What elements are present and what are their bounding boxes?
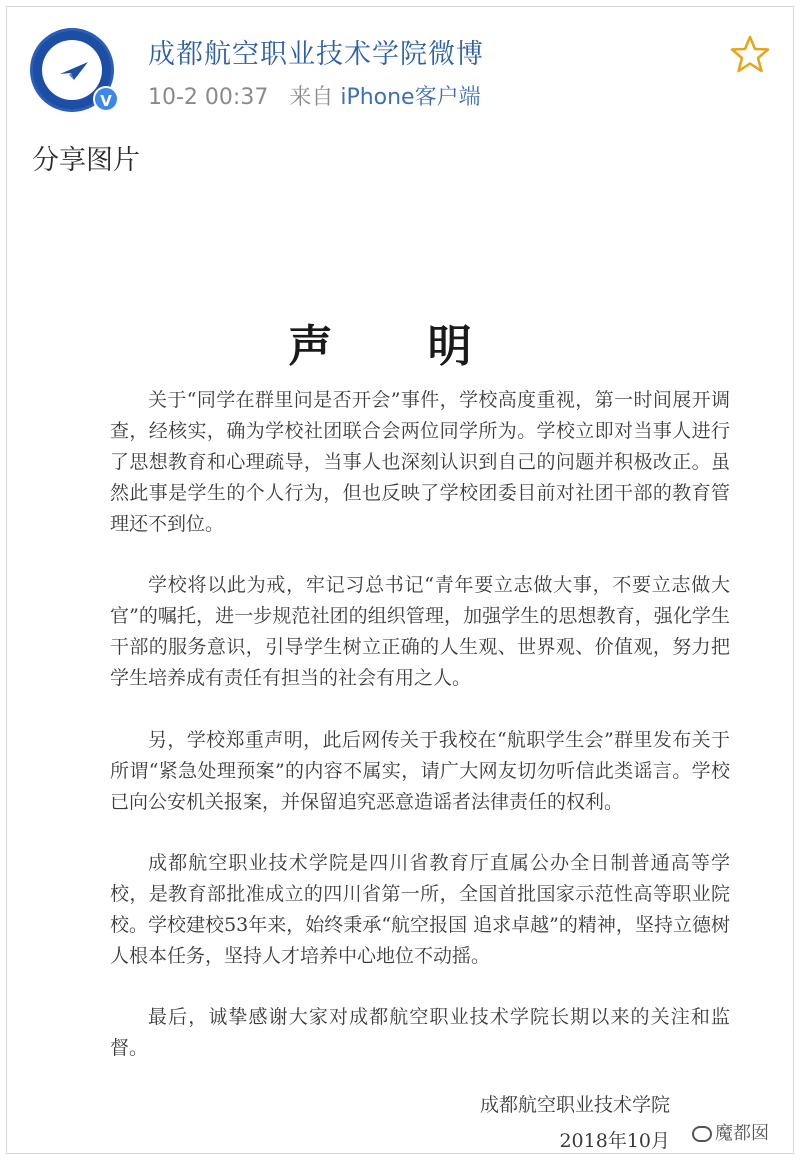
post-header xyxy=(30,28,770,118)
wechat-icon xyxy=(692,1126,712,1142)
watermark xyxy=(688,1119,773,1145)
account-name[interactable]: 成都航空职业技术学院微博 xyxy=(148,39,484,70)
source-client[interactable]: iPhone客户端 xyxy=(340,85,481,110)
statement-paragraph: 学校将以此为戒，牢记习总书记“青年要立志做大事，不要立志做大官”的嘱托，进一步规范社团的组织管理，加强学生的思想教育，强化学生干部的服务意识，引导学生树立正确的人生观、世界观、价值观，努力把学生培养成有责任有担当的社会有用之人。 xyxy=(110,574,730,689)
timestamp: 10-2 00:37 xyxy=(148,85,269,110)
star-icon[interactable] xyxy=(730,34,770,74)
signature-org: 成都航空职业技术学院 xyxy=(479,1094,670,1116)
post-text: 分享图片 xyxy=(32,145,140,176)
statement-paragraph: 最后，诚挚感谢大家对成都航空职业技术学院长期以来的关注和监督。 xyxy=(110,1006,730,1059)
statement-paragraph: 关于“同学在群里问是否开会”事件，学校高度重视，第一时间展开调查，经核实，确为学校社团联合会两位同学所为。学校立即对当事人进行了思想教育和心理疏导，当事人也深刻认识到自己的问题并积极改正。虽然此事是学生的个人行为，但也反映了学校团委目前对社团干部的教育管理还不到位。 xyxy=(110,389,730,535)
post-meta xyxy=(148,80,481,111)
statement-image[interactable] xyxy=(60,290,740,1150)
statement-paragraph: 另，学校郑重声明，此后网传关于我校在“航职学生会”群里发布关于所谓“紧急处理预案”的内容不属实，请广大网友切勿听信此类谣言。学校已向公安机关报案，并保留追究恶意造谣者法律责任的权利。 xyxy=(110,729,730,813)
school-logo xyxy=(42,40,102,100)
statement-title: 声 明 xyxy=(288,321,512,372)
plane-icon xyxy=(58,60,90,82)
statement-paragraph: 成都航空职业技术学院是四川省教育厅直属公办全日制普通高等学校，是教育部批准成立的四川省第一所，全国首批国家示范性高等职业院校。学校建校53年来，始终秉承“航空报国 追求卓越”的精神，坚持立德树人根本任务，坚持人才培养中心地位不动摇。 xyxy=(110,852,730,967)
watermark-text: 魔都囡 xyxy=(715,1123,769,1144)
signature-date: 2018年10月 xyxy=(559,1130,670,1152)
source-prefix: 来自 xyxy=(289,85,334,110)
verified-badge-icon: V xyxy=(93,86,119,112)
